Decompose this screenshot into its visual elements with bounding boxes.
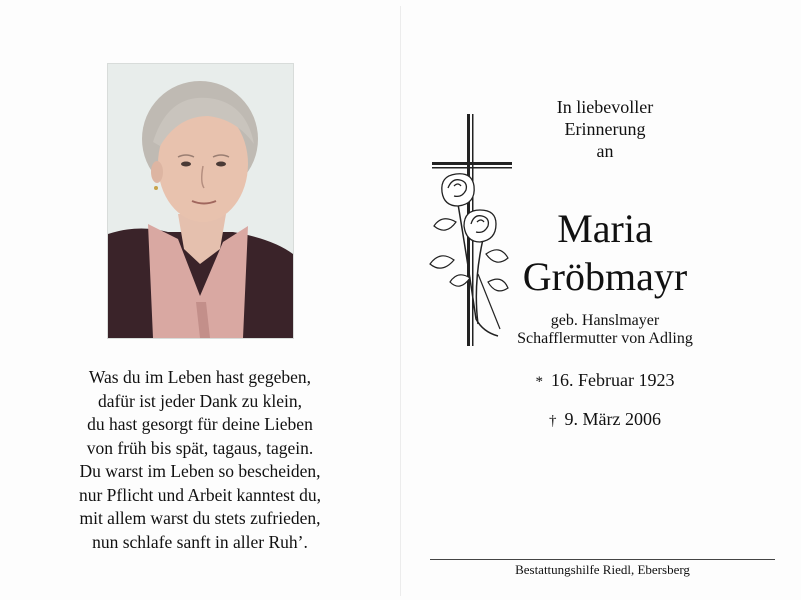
intro-line: In liebevoller xyxy=(556,97,654,117)
poem-line: Was du im Leben hast gegeben, xyxy=(88,367,312,387)
birth-date-row xyxy=(455,369,755,393)
poem-line: Du warst im Leben so bescheiden, xyxy=(79,461,321,481)
first-name: Maria xyxy=(557,206,653,251)
poem-line: von früh bis spät, tagaus, tagein. xyxy=(86,437,314,458)
poem-line: mit allem warst du stets zufrieden, xyxy=(79,508,321,528)
poem-line: du hast gesorgt für deine Lieben xyxy=(87,414,313,434)
intro-line: Erinnerung xyxy=(564,119,646,139)
death-cross-icon: † xyxy=(549,413,557,429)
last-name: Gröbmayr xyxy=(522,254,688,299)
fold-line xyxy=(400,6,401,596)
deceased-name xyxy=(500,205,710,301)
maiden-name: geb. Hanslmayer xyxy=(550,312,660,329)
birth-star-icon: * xyxy=(535,374,543,390)
death-date: 9. März 2006 xyxy=(564,409,661,429)
intro-text xyxy=(520,96,690,162)
intro-line: an xyxy=(596,141,614,161)
birth-date: 16. Februar 1923 xyxy=(551,370,675,390)
details xyxy=(455,312,755,348)
funeral-home: Bestattungshilfe Riedl, Ebersberg xyxy=(515,562,690,577)
poem xyxy=(40,366,360,554)
portrait-photo-icon xyxy=(107,63,294,339)
death-date-row xyxy=(455,408,755,432)
description: Schafflermutter von Adling xyxy=(517,330,693,347)
poem-line: nur Pflicht und Arbeit kanntest du, xyxy=(78,484,322,505)
poem-line: nun schlafe sanft in aller Ruh’. xyxy=(92,531,308,552)
footer-divider xyxy=(430,559,775,560)
poem-line: dafür ist jeder Dank zu klein, xyxy=(97,390,303,411)
